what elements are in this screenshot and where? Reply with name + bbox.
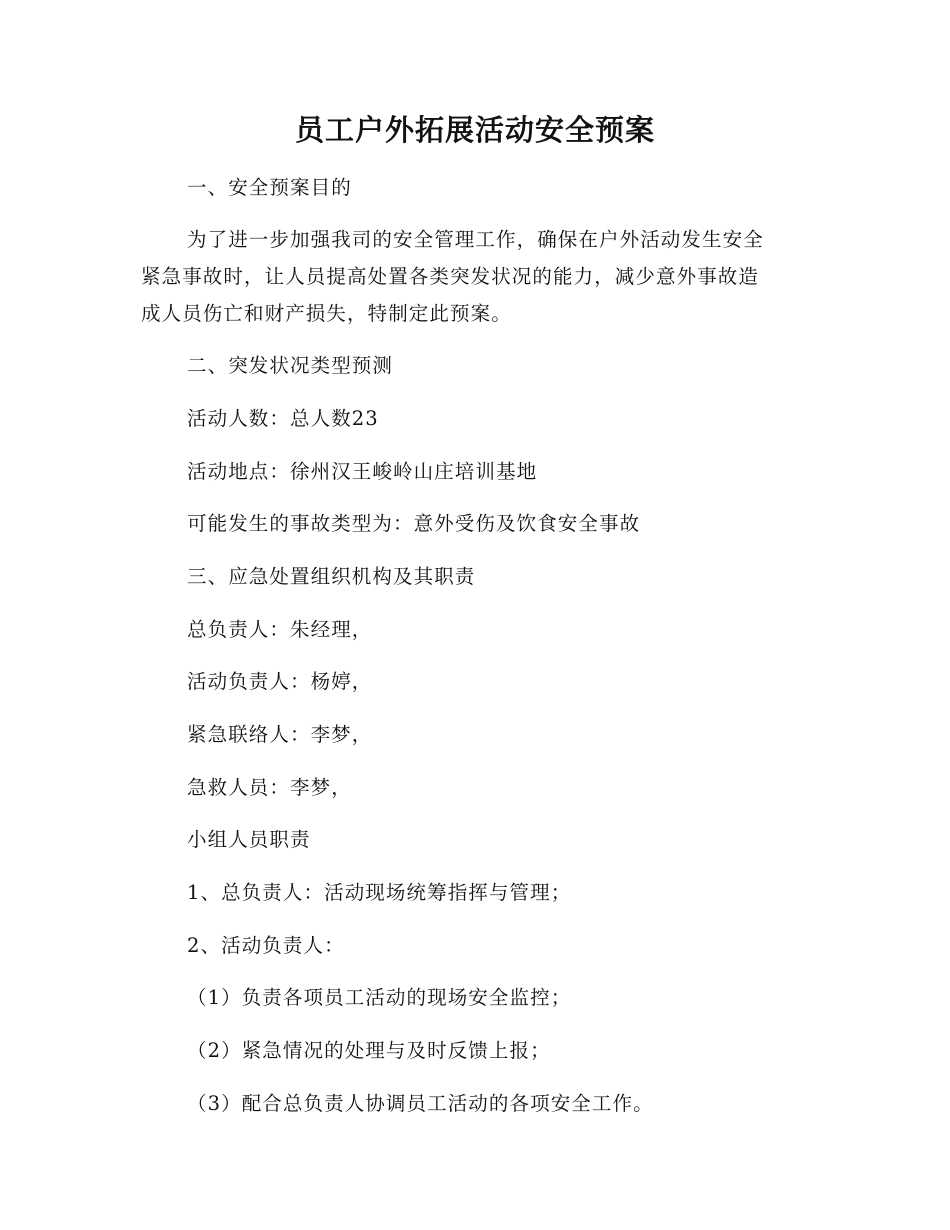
document-title: 员工户外拓展活动安全预案 bbox=[294, 113, 655, 147]
duty-item-2: 2、活动负责人： bbox=[187, 934, 345, 957]
participant-count: 活动人数：总人数23 bbox=[187, 407, 379, 430]
section-1-heading: 一、安全预案目的 bbox=[187, 176, 352, 199]
paragraph-line: 为了进一步加强我司的安全管理工作，确保在户外活动发生安全 bbox=[187, 228, 764, 251]
duty-subitem: （3）配合总负责人协调员工活动的各项安全工作。 bbox=[187, 1092, 654, 1115]
emergency-contact: 紧急联络人：李梦， bbox=[187, 723, 373, 746]
first-aid-staff: 急救人员：李梦， bbox=[187, 776, 352, 799]
activity-location: 活动地点：徐州汉王峻岭山庄培训基地 bbox=[187, 460, 538, 483]
chief-in-charge: 总负责人：朱经理， bbox=[187, 618, 373, 641]
paragraph-line: 紧急事故时，让人员提高处置各类突发状况的能力，减少意外事故造 bbox=[141, 265, 760, 288]
accident-types: 可能发生的事故类型为：意外受伤及饮食安全事故 bbox=[187, 512, 641, 535]
section-2-heading: 二、突发状况类型预测 bbox=[187, 354, 394, 377]
section-3-heading: 三、应急处置组织机构及其职责 bbox=[187, 565, 476, 588]
duty-subitem: （2）紧急情况的处理与及时反馈上报； bbox=[187, 1039, 551, 1062]
paragraph-line: 成人员伤亡和财产损失，特制定此预案。 bbox=[141, 302, 512, 325]
duty-item-1: 1、总负责人：活动现场统筹指挥与管理； bbox=[187, 881, 572, 904]
duty-subitem: （1）负责各项员工活动的现场安全监控； bbox=[187, 986, 572, 1009]
duties-heading: 小组人员职责 bbox=[187, 828, 311, 851]
activity-lead: 活动负责人：杨婷， bbox=[187, 670, 373, 693]
